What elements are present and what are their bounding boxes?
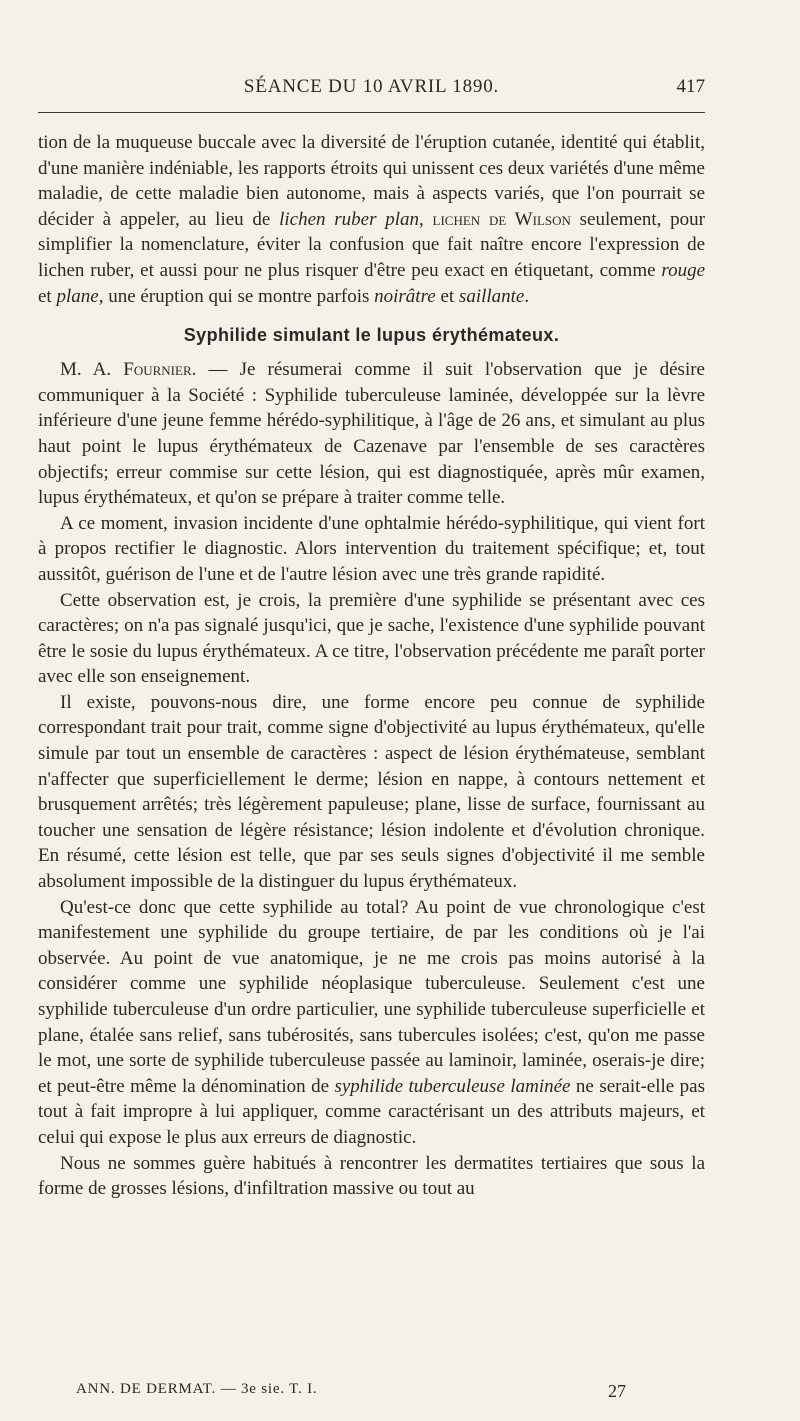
intro-and-2: et — [435, 285, 459, 307]
page-header — [38, 76, 705, 104]
page-footer — [76, 1381, 636, 1405]
intro-and-1: et — [38, 285, 57, 307]
paragraph-2: A ce moment, invasion incidente d'une ophtalmie hérédo-syphilitique, qui vient fort à propos rectifier le diagnostic. Alors intervention du traitement spécifique; et, tout aussitôt, guérison de l'une et de l'autre lésion avec une très grande rapidité. — [38, 512, 705, 585]
author-name: M. A. Fournier. — [60, 359, 197, 381]
paragraph-1-text: — Je résumerai comme il suit l'observation que je désire communiquer à la Société : Syphilide tuberculeuse laminée, développée sur la lèvre inférieure d'une jeune femme hérédo-syphilitique, à l'âge de 26 ans, et simulant au plus haut point le lupus érythémateux de Cazenave par l'ensemble de ses caractères objectifs; erreur commise sur cette lésion, qui est diagnostiquée, après mûr examen, lupus érythémateux, et qu'on se prépare à traiter comme telle. — [38, 359, 705, 509]
paragraph-3: Cette observation est, je crois, la première d'une syphilide se présentant avec ces caractères; on n'a pas signalé jusqu'ici, que je sache, l'existence d'une syphilide pouvant être le sosie du lupus érythémateux. A ce titre, l'observation précédente me paraît porter avec elle son enseignement. — [38, 589, 705, 688]
italic-term-lichen-ruber-plan: lichen ruber plan — [279, 208, 420, 230]
italic-term-noiratre: noirâtre — [374, 285, 436, 307]
italic-term-plane: plane — [56, 285, 99, 307]
intro-end: . — [524, 285, 530, 307]
paragraph-fournier-observation — [38, 357, 705, 511]
section-title: Syphilide simulant le lupus érythémateux. — [183, 325, 560, 346]
paragraph-5-text-2: ne serait-elle pas tout à fait impropre à lui appliquer, comme caractérisant un des attributs majeurs, et celui qui expose le plus aux erreurs de diagnostic. — [38, 1075, 705, 1148]
italic-term-syphilide-tuberculeuse-laminee: syphilide tuberculeuse laminée — [334, 1075, 571, 1097]
sheet-number: 27 — [608, 1381, 626, 1401]
journal-signature: ANN. DE DERMAT. — 3e sie. T. I. — [76, 1381, 318, 1397]
smallcaps-term-lichen-de-wilson: lichen de Wilson — [432, 208, 571, 230]
intro-comma: , — [419, 208, 433, 230]
page-number: 417 — [676, 76, 705, 97]
intro-paragraph — [38, 130, 705, 309]
document-body — [38, 130, 705, 1202]
italic-term-saillante: saillante — [458, 285, 525, 307]
italic-term-rouge: rouge — [661, 259, 705, 281]
intro-text-2: seulement, pour simplifier la nomenclature, éviter la confusion que fait naître encore l'expression de lichen ruber, et aussi pour ne plus risquer d'être peu exact en étiquetant, comme — [38, 208, 705, 281]
paragraph-5 — [38, 895, 705, 1151]
intro-text-3: , une éruption qui se montre parfois — [98, 285, 375, 307]
running-head: SÉANCE DU 10 AVRIL 1890. — [243, 76, 500, 97]
header-rule — [38, 112, 705, 113]
intro-text-1: tion de la muqueuse buccale avec la diversité de l'éruption cutanée, identité qui établit, d'une manière indéniable, les rapports étroits qui unissent ces deux variétés d'une même maladie, de cette maladie bien autonome, mais à aspects variés, que l'on pourrait se décider à appeler, au lieu de — [38, 132, 705, 230]
paragraph-4: Il existe, pouvons-nous dire, une forme encore peu connue de syphilide correspondant trait pour trait, comme signe d'objectivité au lupus érythémateux, qu'elle simule par tout un ensemble de caractères : aspect de lésion érythémateuse, semblant n'affecter que superficiellement le derme; lésion en nappe, à contours nettement et brusquement arrêtés; très légèrement papuleuse; plane, lisse de surface, fournissant au toucher une sensation de légère résistance; lésion indolente et d'évolution chronique. En résumé, cette lésion est telle, que par ses seuls signes d'objectivité il me semble absolument impossible de la distinguer du lupus érythémateux. — [38, 691, 705, 893]
paragraph-6: Nous ne sommes guère habitués à rencontrer les dermatites tertiaires que sous la forme de grosses lésions, d'infiltration massive ou tout au — [38, 1152, 705, 1200]
paragraph-5-text-1: Qu'est-ce donc que cette syphilide au total? Au point de vue chronologique c'est manifestement une syphilide du groupe tertiaire, de par les conditions où je l'ai observée. Au point de vue anatomique, je ne me crois pas moins autorisé à la considérer comme une syphilide néoplasique tuberculeuse. Seulement c'est une syphilide tuberculeuse d'un ordre particulier, une syphilide tuberculeuse superficielle et plane, étalée sans relief, sans tubérosités, sans tubercules isolées; c'est, qu'on me passe le mot, une sorte de syphilide tuberculeuse passée au laminoir, laminée, oserais-je dire; et peut-être même la dénomination de — [38, 896, 705, 1097]
